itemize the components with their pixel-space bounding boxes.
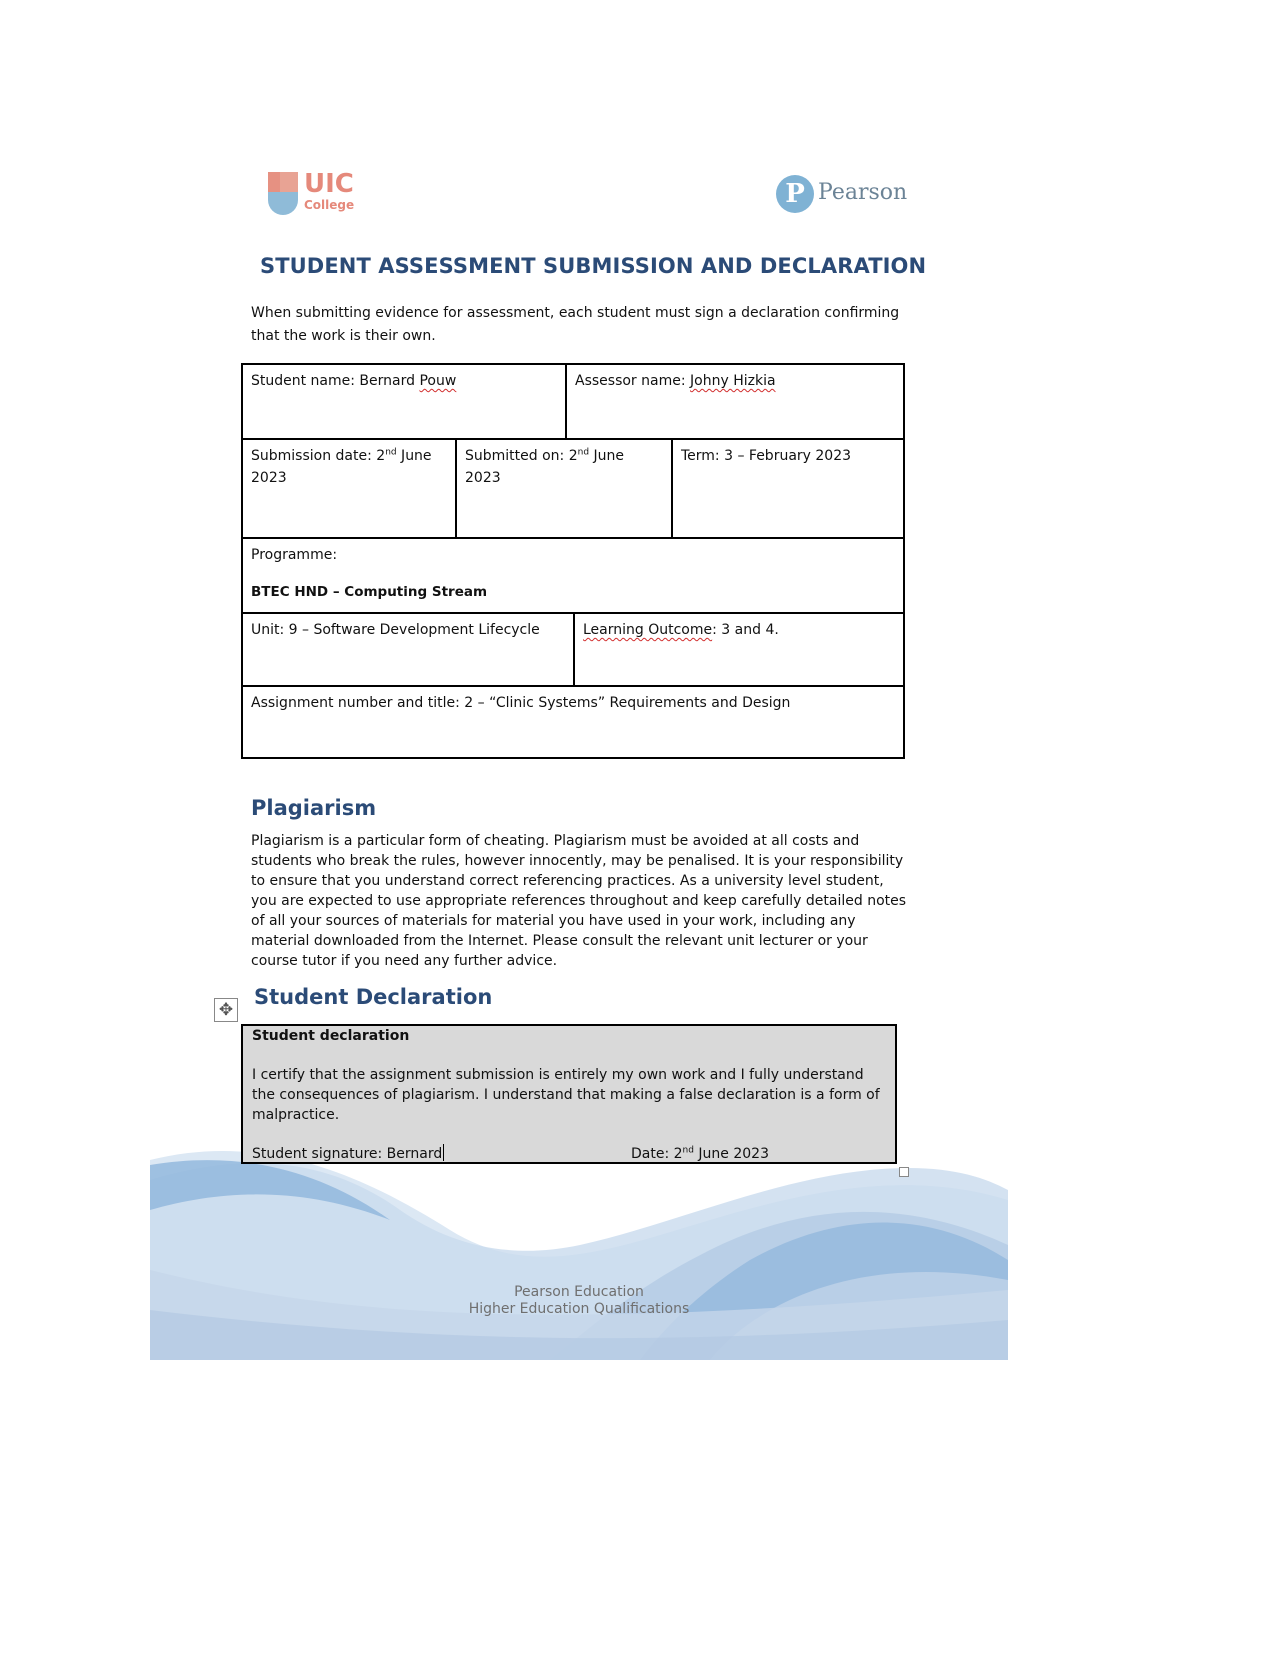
uic-college-logo — [266, 168, 366, 220]
term-value: Term: 3 – February 2023 — [681, 448, 852, 464]
pearson-wordmark: Pearson — [818, 180, 908, 205]
declaration-text: I certify that the assignment submission is entirely my own work and I fully understand the consequences of plagiarism. I understand that making a false declaration is a form of malpractice. — [252, 1067, 880, 1123]
unit-cell[interactable] — [242, 613, 572, 647]
declaration-box-title: Student declaration — [252, 1028, 410, 1044]
uic-logo-icon — [266, 170, 300, 218]
student-surname: Pouw — [419, 373, 457, 389]
page-title: STUDENT ASSESSMENT SUBMISSION AND DECLARATION — [260, 254, 927, 278]
learning-outcome-cell[interactable] — [574, 613, 904, 647]
footer-line-2: Higher Education Qualifications — [468, 1301, 690, 1317]
uic-name: UIC — [304, 169, 354, 199]
learning-outcome-value: : 3 and 4. — [712, 622, 779, 638]
declaration-date-rest: June 2023 — [693, 1146, 769, 1162]
footer-line-1: Pearson Education — [514, 1284, 644, 1300]
table-move-handle-icon[interactable]: ✥ — [214, 998, 238, 1022]
submitted-on-label: Submitted on: 2 — [465, 448, 578, 464]
submitted-on-cell[interactable] — [456, 439, 670, 495]
intro-paragraph: When submitting evidence for assessment, each student must sign a declaration confirming that the work is their own. — [251, 305, 900, 344]
declaration-date-label: Date: 2 — [631, 1146, 683, 1162]
term-cell[interactable] — [672, 439, 904, 473]
declaration-date — [631, 1144, 769, 1164]
footer-wave-graphic — [150, 1140, 1008, 1360]
declaration-box[interactable] — [241, 1024, 897, 1164]
unit-value: Unit: 9 – Software Development Lifecycle — [251, 622, 540, 638]
declaration-date-sup: nd — [682, 1145, 694, 1156]
table-resize-handle[interactable] — [899, 1167, 909, 1177]
signature-text: Student signature: Bernard — [252, 1146, 443, 1162]
text-cursor — [443, 1144, 444, 1161]
student-name-cell[interactable] — [242, 364, 564, 398]
student-declaration-heading: Student Declaration — [254, 985, 493, 1009]
assessor-name-cell[interactable] — [566, 364, 904, 398]
programme-cell[interactable] — [242, 538, 904, 609]
pearson-letter: P — [785, 179, 805, 209]
assignment-cell[interactable] — [242, 686, 904, 720]
submitted-on-rest: June 2023 — [465, 448, 624, 486]
plagiarism-heading: Plagiarism — [251, 796, 377, 820]
submission-date-rest: June 2023 — [251, 448, 432, 486]
student-name-label: Student name: Bernard — [251, 373, 420, 389]
assessor-name-value: Johny Hizkia — [690, 373, 776, 389]
learning-outcome-label: Learning Outcome — [583, 622, 713, 638]
submission-date-cell[interactable] — [242, 439, 454, 495]
programme-label: Programme: — [251, 547, 338, 563]
uic-subtitle: College — [304, 198, 355, 212]
assessor-name-label: Assessor name: — [575, 373, 691, 389]
pearson-logo — [776, 173, 916, 215]
plagiarism-paragraph: Plagiarism is a particular form of cheating. Plagiarism must be avoided at all costs and students who break the rules, however innocently, may be penalised. It is your responsibility to ensure that you understand correct referencing practices. As a university level student, you are expected to use appropriate references throughout and keep carefully detailed notes of all your sources of materials for material you have used in your work, including any material downloaded from the Internet. Please consult the relevant unit lecturer or your course tutor if you need any further advice. — [251, 833, 907, 969]
submission-date-sup: nd — [385, 447, 397, 458]
signature-line[interactable] — [252, 1144, 444, 1164]
programme-value: BTEC HND – Computing Stream — [251, 584, 488, 600]
submission-date-label: Submission date: 2 — [251, 448, 386, 464]
submitted-on-sup: nd — [577, 447, 590, 458]
assignment-value: Assignment number and title: 2 – “Clinic Systems” Requirements and Design — [251, 695, 791, 711]
